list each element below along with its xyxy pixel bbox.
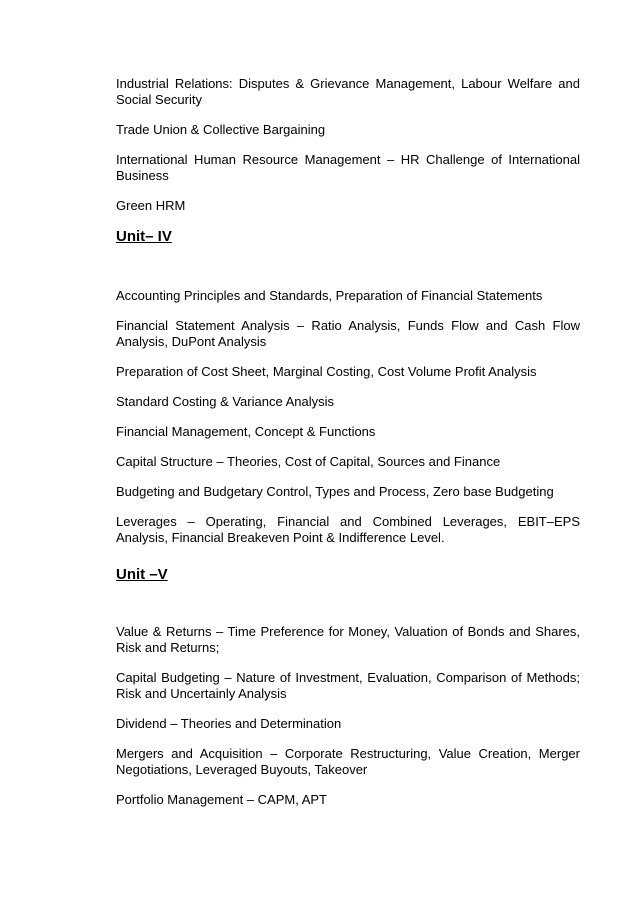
syllabus-item: Standard Costing & Variance Analysis	[116, 394, 334, 409]
syllabus-item: Leverages – Operating, Financial and Combined Leverages, EBIT–EPS Analysis, Financial Breakeven Point & Indifference Level.	[116, 514, 580, 545]
syllabus-item: Mergers and Acquisition – Corporate Restructuring, Value Creation, Merger Negotiations, Leveraged Buyouts, Takeover	[116, 746, 580, 777]
syllabus-item: Capital Budgeting – Nature of Investment, Evaluation, Comparison of Methods; Risk and Uncertainly Analysis	[116, 670, 580, 701]
syllabus-item: Financial Statement Analysis – Ratio Analysis, Funds Flow and Cash Flow Analysis, DuPont Analysis	[116, 318, 580, 349]
syllabus-item: Portfolio Management – CAPM, APT	[116, 792, 327, 807]
syllabus-item: Trade Union & Collective Bargaining	[116, 122, 326, 137]
unit-v-heading: Unit –V	[116, 566, 168, 583]
syllabus-item: Green HRM	[116, 198, 186, 213]
syllabus-item: Budgeting and Budgetary Control, Types and Process, Zero base Budgeting	[116, 484, 554, 499]
syllabus-item: Value & Returns – Time Preference for Money, Valuation of Bonds and Shares, Risk and Returns;	[116, 624, 580, 655]
syllabus-item: Industrial Relations: Disputes & Grievance Management, Labour Welfare and Social Security	[116, 76, 580, 107]
syllabus-item: Financial Management, Concept & Functions	[116, 424, 376, 439]
syllabus-item: Dividend – Theories and Determination	[116, 716, 342, 731]
document-page	[116, 76, 580, 822]
syllabus-item: Capital Structure – Theories, Cost of Capital, Sources and Finance	[116, 454, 501, 469]
syllabus-item: International Human Resource Management – HR Challenge of International Business	[116, 152, 580, 183]
syllabus-item: Accounting Principles and Standards, Preparation of Financial Statements	[116, 288, 543, 303]
unit-iv-heading: Unit– IV	[116, 228, 172, 245]
syllabus-item: Preparation of Cost Sheet, Marginal Costing, Cost Volume Profit Analysis	[116, 364, 537, 379]
